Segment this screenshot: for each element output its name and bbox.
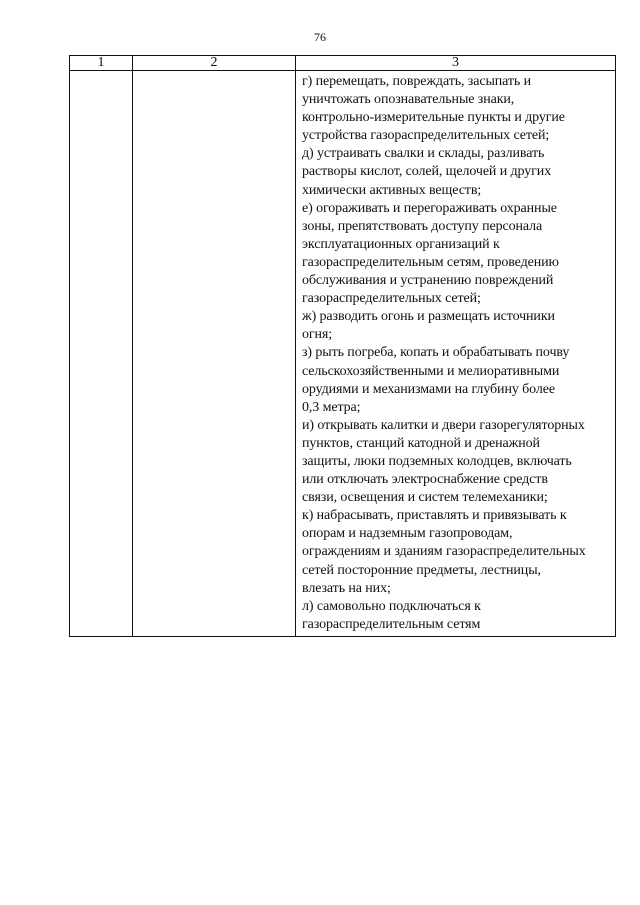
text-line: связи, освещения и систем телемеханики; xyxy=(302,490,548,506)
prohibitions-text xyxy=(302,73,613,634)
text-line: е) огораживать и перегораживать охранные xyxy=(302,200,557,216)
text-line: ограждениям и зданиям газораспределительных xyxy=(302,544,586,560)
text-line: влезать на них; xyxy=(302,580,391,596)
page-number: 76 xyxy=(314,30,326,44)
table-header-row xyxy=(70,56,616,71)
text-line: сельскохозяйственными и мелиоративными xyxy=(302,363,560,379)
text-line: эксплуатационных организаций к xyxy=(302,236,500,252)
text-line: ж) разводить огонь и размещать источники xyxy=(302,309,555,325)
text-line: растворы кислот, солей, щелочей и других xyxy=(302,164,552,180)
text-line: зоны, препятствовать доступу персонала xyxy=(302,218,543,234)
text-line: з) рыть погреба, копать и обрабатывать почву xyxy=(302,345,570,361)
text-line: г) перемещать, повреждать, засыпать и xyxy=(302,74,532,89)
text-line: д) устраивать свалки и склады, разливать xyxy=(302,146,545,162)
text-line: газораспределительным сетям xyxy=(302,616,481,632)
text-line: газораспределительных сетей; xyxy=(302,291,481,307)
text-line: опорам и надземным газопроводам, xyxy=(302,526,513,542)
column-header-2: 2 xyxy=(133,56,296,71)
text-line: к) набрасывать, приставлять и привязывать к xyxy=(302,508,567,524)
text-line: 0,3 метра; xyxy=(302,399,361,415)
text-line: защиты, люки подземных колодцев, включать xyxy=(302,453,572,469)
text-line: орудиями и механизмами на глубину более xyxy=(302,381,555,397)
cell-column-2 xyxy=(133,71,296,637)
text-line: устройства газораспределительных сетей; xyxy=(302,128,550,144)
table-row xyxy=(70,71,616,637)
text-line: огня; xyxy=(302,327,333,343)
cell-column-1 xyxy=(70,71,133,637)
cell-column-3 xyxy=(296,71,616,637)
text-line: сетей посторонние предметы, лестницы, xyxy=(302,562,541,578)
column-header-1: 1 xyxy=(70,56,133,71)
text-line: контрольно-измерительные пункты и другие xyxy=(302,110,565,126)
text-line: и) открывать калитки и двери газорегуляторных xyxy=(302,417,585,433)
text-line: уничтожать опознавательные знаки, xyxy=(302,92,515,108)
text-line: газораспределительным сетям, проведению xyxy=(302,254,559,270)
text-line: или отключать электроснабжение средств xyxy=(302,472,548,488)
text-line: л) самовольно подключаться к xyxy=(302,598,481,614)
text-line: пунктов, станций катодной и дренажной xyxy=(302,435,540,451)
document-table xyxy=(69,55,616,637)
column-header-3: 3 xyxy=(296,56,616,71)
text-line: обслуживания и устранению повреждений xyxy=(302,273,554,289)
text-line: химически активных веществ; xyxy=(302,182,482,198)
